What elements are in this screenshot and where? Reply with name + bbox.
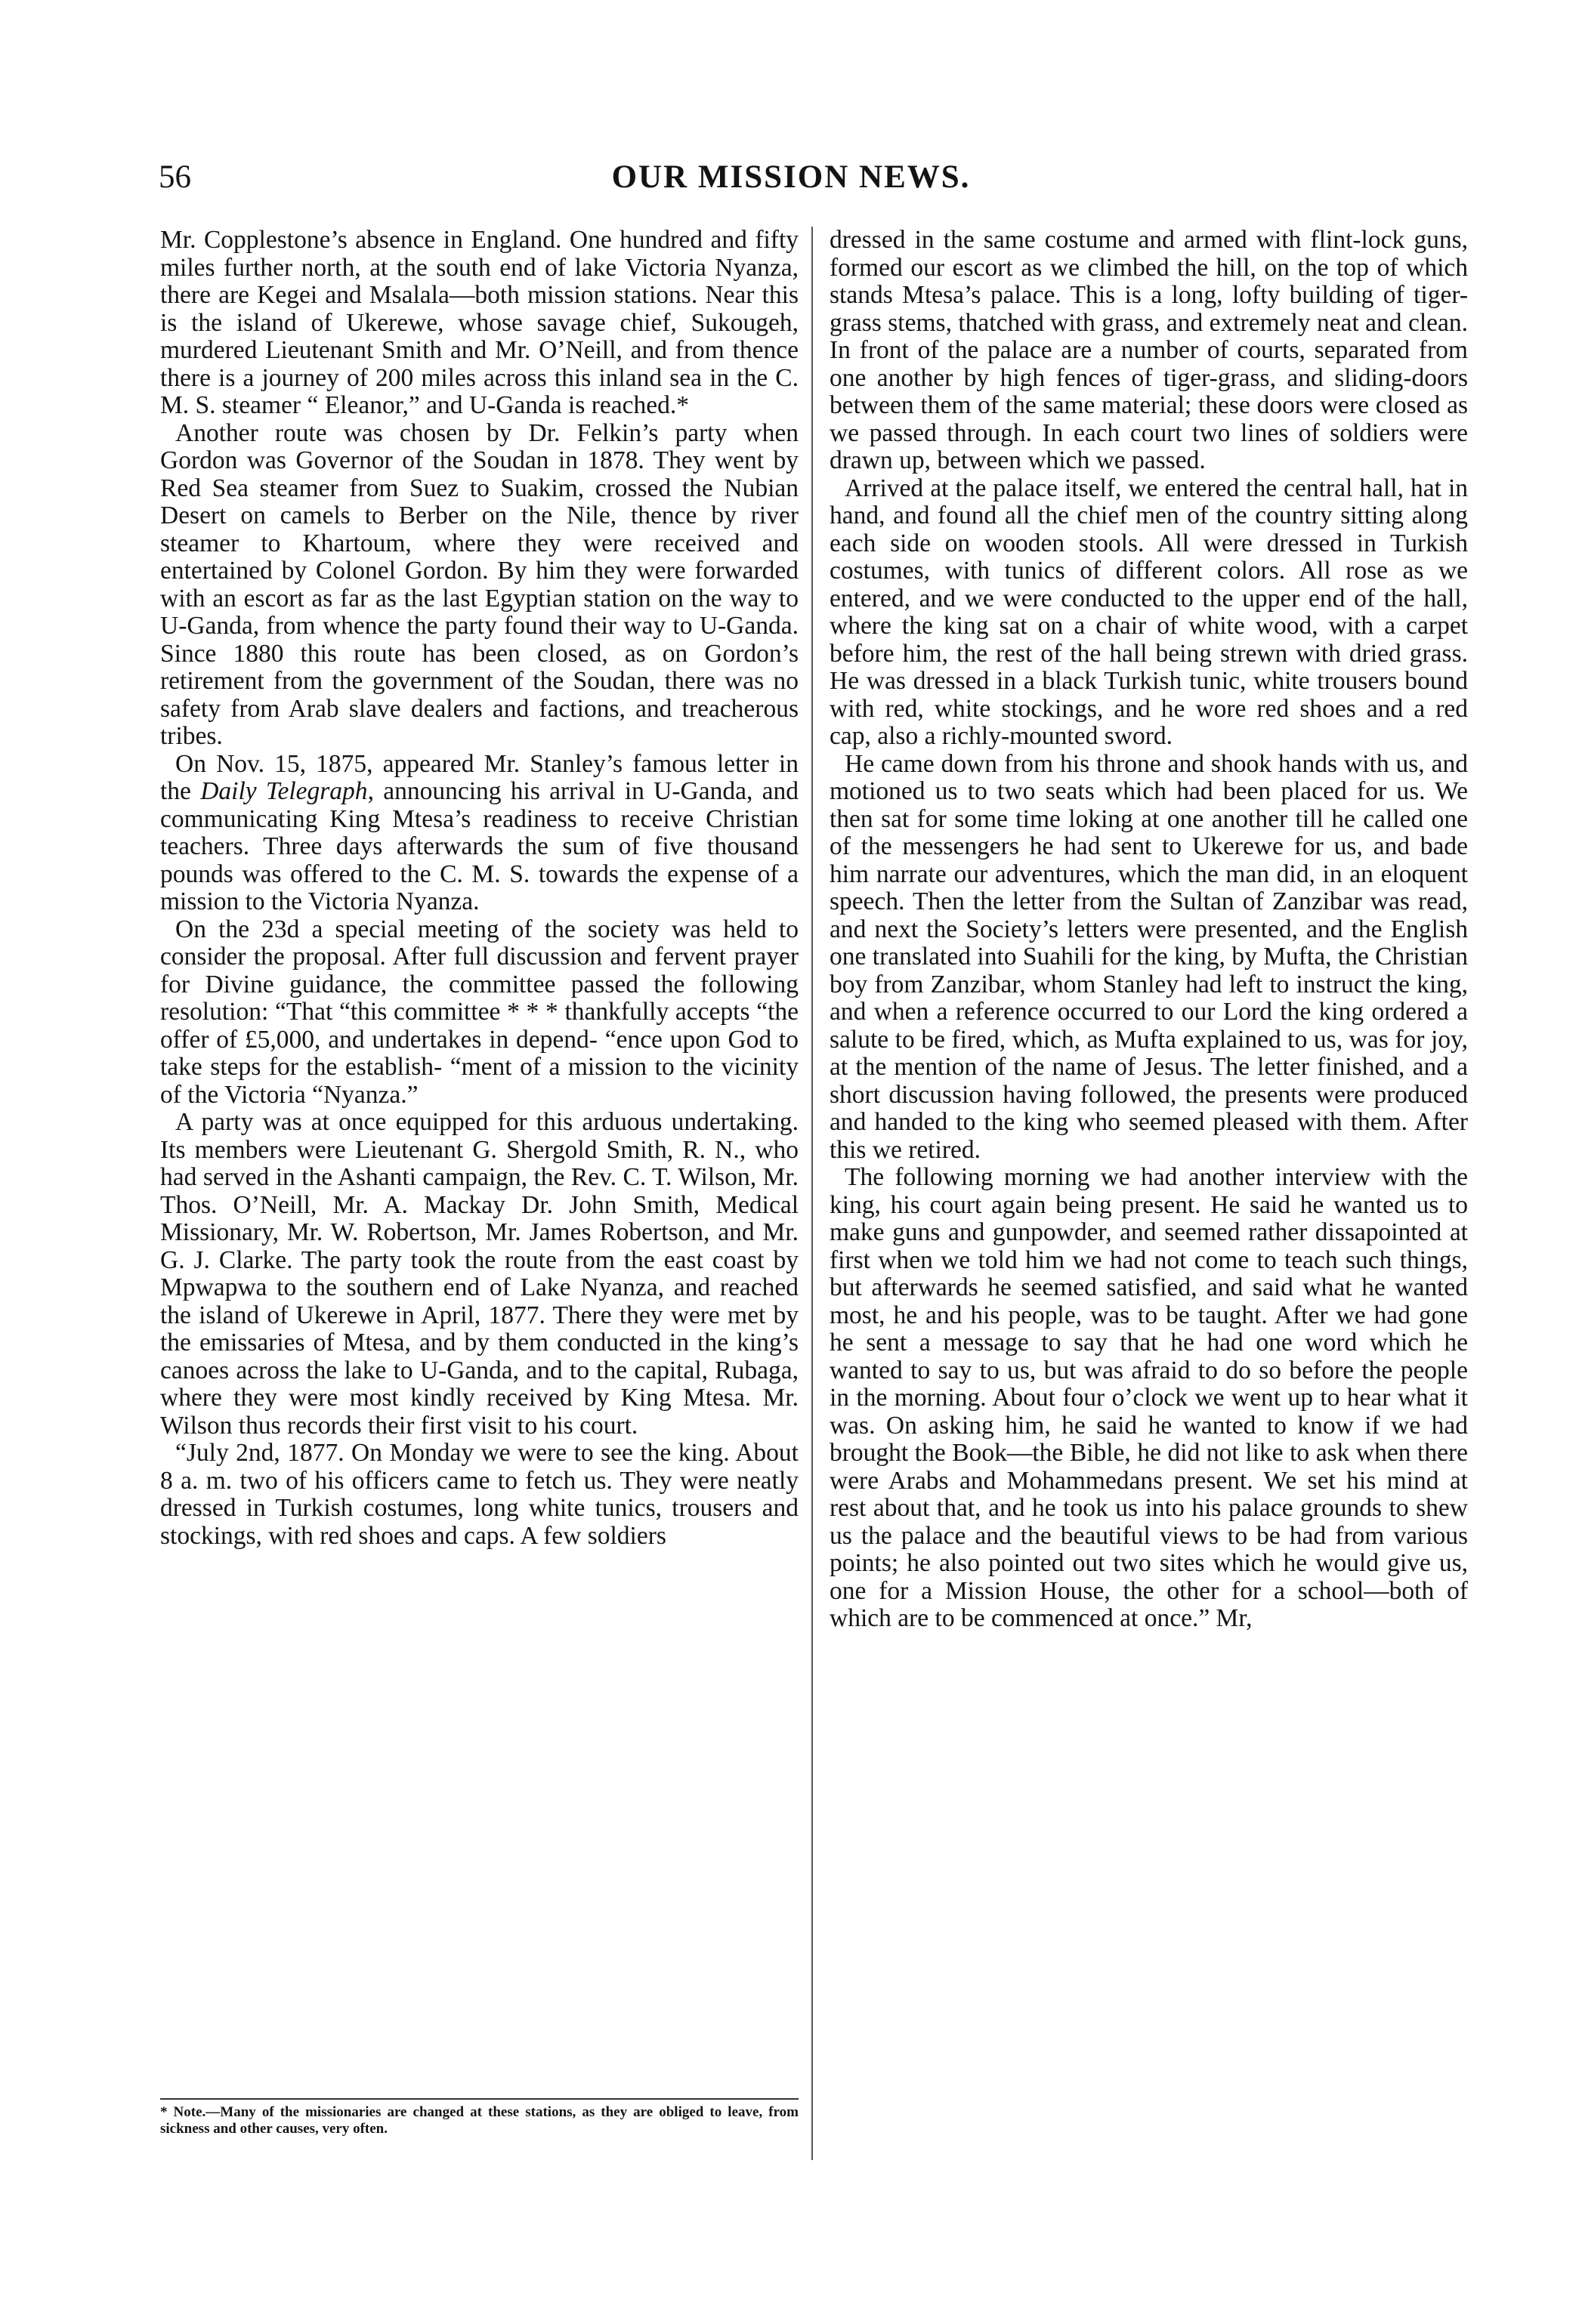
page-number: 56 xyxy=(159,159,191,195)
paragraph: A party was at once equipped for this arduous undertaking. Its members were Lieutenant G. Shergold Smith, R. N., who had served in the Ashanti campaign, the Rev. C. T. Wilson, Mr. Thos. O’Neill, Mr. A. Mackay Dr. John Smith, Medical Missionary, Mr. W. Robertson, Mr. James Robertson, and Mr. G. J. Clarke. The party took the route from the east coast by Mpwapwa to the southern end of Lake Nyanza, and reached the island of Ukerewe in April, 1877. There they were met by the emissaries of Mtesa, and by them conducted in the king’s canoes across the lake to U-Ganda, and to the capital, Rubaga, where they were most kindly received by King Mtesa. Mr. Wilson thus records their first visit to his court. xyxy=(160,1108,799,1440)
stanley-paragraph xyxy=(160,751,799,916)
newspaper-title: Daily Telegraph xyxy=(200,777,368,805)
paragraph: On the 23d a special meeting of the society was held to consider the proposal. After full discussion and fervent prayer for Divine guidance, the committee passed the following resolution: “That “this committee * * * thankfully accepts “the offer of £5,000, and undertakes in depend- “ence upon God to take steps for the establish- “ment of a mission to the vicinity of the Victoria “Nyanza.” xyxy=(160,915,799,1109)
paragraph: dressed in the same costume and armed with flint-lock guns, formed our escort as we climbed the hill, on the top of which stands Mtesa’s palace. This is a long, lofty building of tiger-grass stems, thatched with grass, and extremely neat and clean. In front of the palace are a number of courts, separated from one another by high fences of tiger-grass, and sliding-doors between them of the same material; these doors were closed as we passed through. In each court two lines of soldiers were drawn up, between which we passed. xyxy=(830,226,1468,474)
right-column xyxy=(830,227,1468,1633)
text-run: , announcing his arrival in U-Ganda, and communicating King Mtesa’s readiness to receive Christian teachers. Three days afterwards the sum of five thousand pounds was offered to the C. M. S. towards the expense of a mission to the Victoria Nyanza. xyxy=(160,777,799,915)
paragraph: Arrived at the palace itself, we entered the central hall, hat in hand, and found all the chief men of the country sitting along each side on wooden stools. All were dressed in Turkish costumes, with tunics of different colors. All rose as we entered, and we were conducted to the upper end of the hall, where the king sat on a chair of white wood, with a carpet before him, the rest of the hall being strewn with dried grass. He was dressed in a black Turkish tunic, white trousers bound with red, white stockings, and he wore red shoes and a red cap, also a richly-mounted sword. xyxy=(830,474,1468,750)
text-run: On Nov. 15, 1875, appeared Mr. Stanley’s famous letter in the xyxy=(160,749,799,805)
footnote: * Note.—Many of the missionaries are changed at these stations, as they are obliged to leave, from sickness and other causes, very often. xyxy=(160,2104,799,2137)
paragraph: Another route was chosen by Dr. Felkin’s party when Gordon was Governor of the Soudan in 1878. They went by Red Sea steamer from Suez to Suakim, crossed the Nubian Desert on camels to Berber on the Nile, thence by river steamer to Khartoum, where they were received and entertained by Colonel Gordon. By him they were forwarded with an escort as far as the last Egyptian station on the way to U-Ganda, from whence the party found their way to U-Ganda. Since 1880 this route has been closed, as on Gordon’s retirement from the government of the Soudan, there was no safety from Arab slave dealers and factions, and treacherous tribes. xyxy=(160,418,799,750)
footnote-rule xyxy=(160,2098,799,2100)
running-title: OUR MISSION NEWS. xyxy=(611,159,971,195)
paragraph: The following morning we had another interview with the king, his court again being present. He said he wanted us to make guns and gunpowder, and seemed rather dissapointed at first when we told him we had not come to teach such things, but afterwards he seemed satisfied, and said what he wanted most, he and his people, was to be taught. After we had gone he sent a message to say that he had one word which he wanted to say to us, but was afraid to do so before the people in the morning. About four o’clock we went up to hear what it was. On asking him, he said he wanted to know if we had brought the Book—the Bible, he did not like to ask when there were Arabs and Mohammedans present. We set his mind at rest about that, and he took us into his palace grounds to shew us the palace and the beautiful views to be had from various points; he also pointed out two sites which he would give us, one for a Mission House, the other for a school—both of which are to be commenced at once.” Mr, xyxy=(830,1163,1468,1632)
page-header xyxy=(159,155,1423,208)
paragraph: He came down from his throne and shook hands with us, and motioned us to two seats which had been placed for us. We then sat for some time loking at one another till he called one of the messengers he had sent to Ukerewe for us, and bade him narrate our adventures, which the man did, in an eloquent speech. Then the letter from the Sultan of Zanzibar was read, and next the Society’s letters were presented, and the English one translated into Suahili for the king, by Mufta, the Christian boy from Zanzibar, whom Stanley had left to instruct the king, and when a reference occurred to our Lord the king ordered a salute to be fired, which, as Mufta explained to us, was for joy, at the mention of the name of Jesus. The letter finished, and a short discussion having followed, the presents were produced and handed to the king who seemed pleased with them. After this we retired. xyxy=(830,749,1468,1164)
paragraph: Mr. Copplestone’s absence in England. One hundred and fifty miles further north, at the south end of lake Victoria Nyanza, there are Kegei and Msalala—both mission stations. Near this is the island of Ukerewe, whose savage chief, Sukougeh, murdered Lieutenant Smith and Mr. O’Neill, and from thence there is a journey of 200 miles across this inland sea in the C. M. S. steamer “ Eleanor,” and U-Ganda is reached.* xyxy=(160,226,799,419)
left-column xyxy=(160,227,799,1550)
paragraph: “July 2nd, 1877. On Monday we were to see the king. About 8 a. m. two of his officers came to fetch us. They were neatly dressed in Turkish costumes, long white tunics, trousers and stockings, with red shoes and caps. A few soldiers xyxy=(160,1439,799,1550)
column-divider xyxy=(811,227,813,2160)
